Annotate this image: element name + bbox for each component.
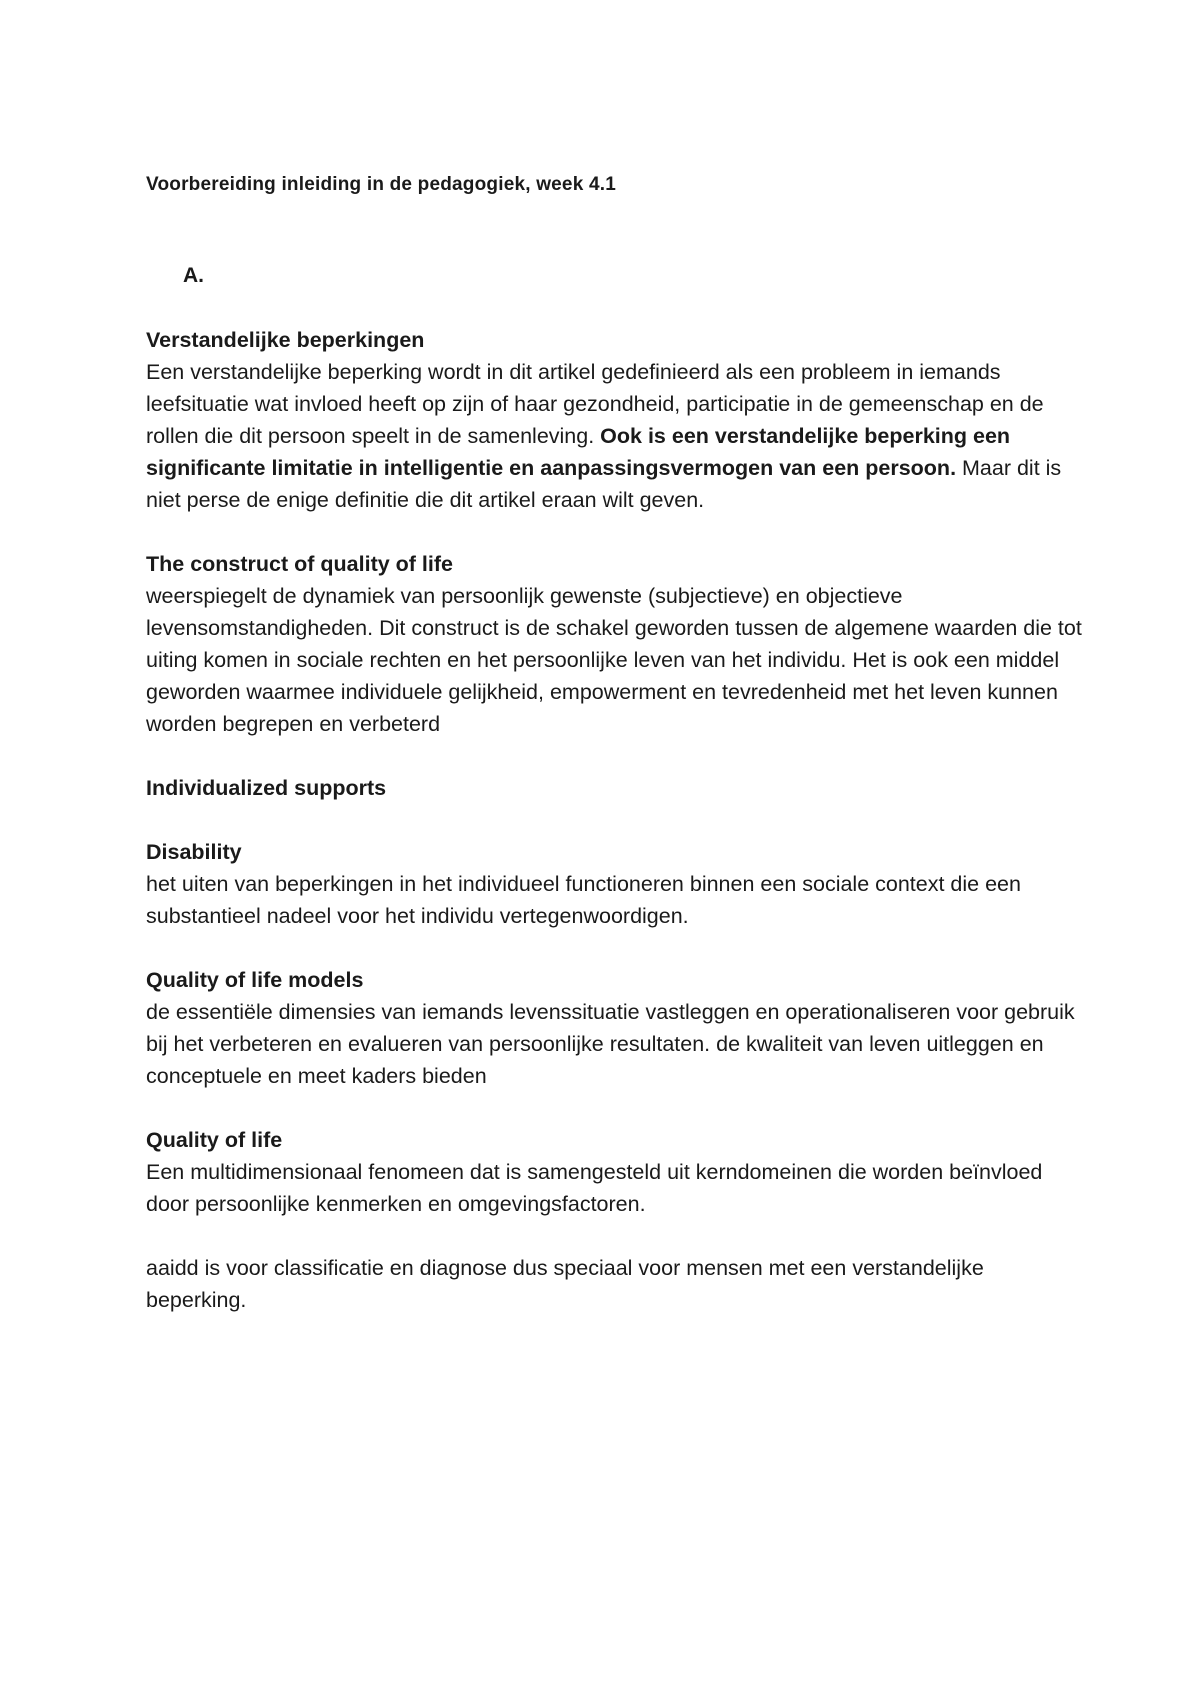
paragraph-text: Maar dit is niet perse de enige definitie die dit artikel eraan wilt geven. (146, 456, 1062, 512)
section-heading: The construct of quality of life (146, 552, 453, 576)
section-paragraph: Een multidimensionaal fenomeen dat is samengesteld uit kerndomeinen die worden beïnvloed door persoonlijke kenmerken en omgevingsfactoren. (146, 1160, 1043, 1216)
section-paragraph: weerspiegelt de dynamiek van persoonlijk gewenste (subjectieve) en objectieve levensomstandigheden. Dit construct is de schakel geworden tussen de algemene waarden die tot uiting komen in sociale rechten en het persoonlijke leven van het individu. Het is ook een middel geworden waarmee individuele gelijkheid, empowerment en tevredenheid met het leven kunnen worden begrepen en verbeterd (146, 584, 1082, 736)
document-body (146, 324, 1086, 1348)
section-paragraph: het uiten van beperkingen in het individueel functioneren binnen een sociale context die een substantieel nadeel voor het individu vertegenwoordigen. (146, 872, 1021, 928)
section-heading: Quality of life (146, 1128, 283, 1152)
document-title: Voorbereiding inleiding in de pedagogiek, week 4.1 (146, 174, 616, 195)
section-individualized-supports (146, 772, 1086, 804)
section-paragraph (146, 356, 1086, 516)
section-heading: Verstandelijke beperkingen (146, 328, 425, 352)
section-letter: A. (183, 264, 204, 287)
section-heading: Disability (146, 840, 242, 864)
section-paragraph: de essentiële dimensies van iemands levenssituatie vastleggen en operationaliseren voor gebruik bij het verbeteren en evalueren van persoonlijke resultaten. de kwaliteit van leven uitleggen en conceptuele en meet kaders bieden (146, 1000, 1075, 1088)
section-disability (146, 836, 1086, 932)
section-quality-of-life-models (146, 964, 1086, 1092)
section-construct-quality-of-life (146, 548, 1086, 740)
section-verstandelijke-beperkingen (146, 324, 1086, 516)
closing-note: aaidd is voor classificatie en diagnose dus speciaal voor mensen met een verstandelijke beperking. (146, 1256, 984, 1312)
section-quality-of-life (146, 1124, 1086, 1220)
section-heading: Individualized supports (146, 776, 387, 800)
paragraph-text: Een verstandelijke beperking wordt in dit artikel gedefinieerd als een probleem in iemands leefsituatie wat invloed heeft op zijn of haar gezondheid, participatie in de gemeenschap en de rollen die dit persoon speelt in de samenleving. (146, 360, 1044, 448)
section-heading: Quality of life models (146, 968, 364, 992)
paragraph-bold-text: Ook is een verstandelijke beperking een significante limitatie in intelligentie en aanpassingsvermogen van een persoon. (146, 424, 1011, 480)
closing-note-section (146, 1252, 1086, 1316)
